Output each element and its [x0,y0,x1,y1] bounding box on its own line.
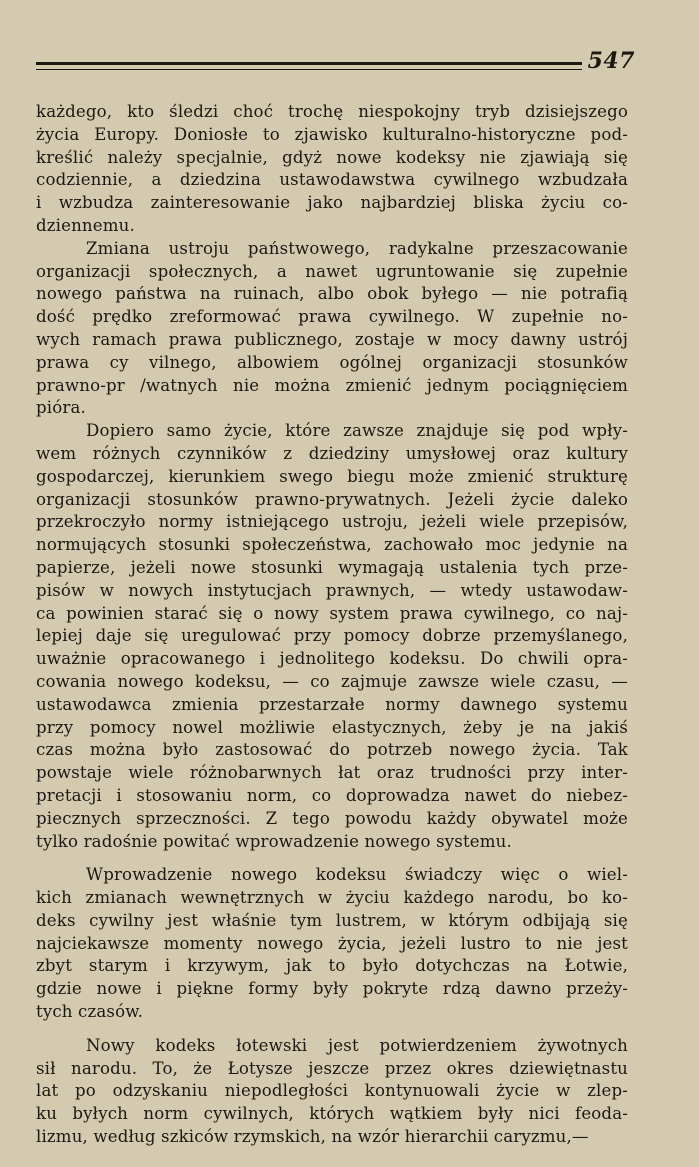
paragraph [36,864,628,1024]
text-line: pretacji i stosowaniu norm, co doprowadza nawet do niebez- [36,785,628,805]
text-line: gdzie nowe i piękne formy były pokryte rdzą dawno przeży- [36,979,628,999]
text-line: wem różnych czynników z dziedziny umysłowej oraz kultury [36,443,628,463]
text-line: lat po odzyskaniu niepodległości kontynuowali życie w zlep- [36,1081,628,1101]
text-line: papierze, jeżeli nowe stosunki wymagają ustalenia tych prze- [36,557,628,577]
text-line: deks cywilny jest właśnie tym lustrem, w którym odbijają się [36,910,628,930]
text-line: gospodarczej, kierunkiem swego biegu może zmienić strukturę [36,466,628,486]
page-number: 547 [587,48,635,74]
text-line: codziennie, a dziedzina ustawodawstwa cywilnego wzbudzała [36,170,628,190]
paragraph [36,1035,628,1149]
text-line: organizacji społecznych, a nawet ugruntowanie się zupełnie [36,261,628,281]
text-line: dość prędko zreformować prawa cywilnego. W zupełnie no- [36,307,628,327]
text-line: lepiej daje się uregulować przy pomocy dobrze przemyślanego, [36,626,628,646]
paragraph [36,238,628,420]
text-line: tylko radośnie powitać wprowadzenie nowego systemu. [36,831,512,851]
text-line: Wprowadzenie nowego kodeksu świadczy więc o wiel- [86,865,628,885]
text-line: organizacji stosunków prawno-prywatnych. Jeżeli życie daleko [36,489,628,509]
text-line: normujących stosunki społeczeństwa, zachowało moc jedynie na [36,535,628,555]
text-line: czas można było zastosować do potrzeb nowego życia. Tak [36,740,628,760]
text-line: życia Europy. Doniosłe to zjawisko kulturalno-historyczne pod- [36,124,628,144]
text-line: dziennemu. [36,215,135,235]
text-line: nowego państwa na ruinach, albo obok byłego — nie potrafią [36,284,628,304]
text-line: kich zmianach wewnętrznych w życiu każdego narodu, bo ko- [36,888,628,908]
text-line: ku byłych norm cywilnych, których wątkiem były nici feoda- [36,1104,628,1124]
text-line: powstaje wiele różnobarwnych łat oraz trudności przy inter- [36,763,628,783]
body-text [36,101,628,1149]
paragraph [36,420,628,853]
header-rule-thin [36,69,582,70]
text-line: piecznych sprzeczności. Z tego powodu każdy obywatel może [36,808,628,828]
text-line: kreślić należy specjalnie, gdyż nowe kodeksy nie zjawiają się [36,147,628,167]
text-line: zbyt starym i krzywym, jak to było dotychczas na Łotwie, [36,956,628,976]
text-line: ca powinien starać się o nowy system prawa cywilnego, co naj- [36,603,628,623]
text-line: Nowy kodeks łotewski jest potwierdzeniem żywotnych [86,1035,628,1055]
text-line: pisów w nowych instytucjach prawnych, — wtedy ustawodaw- [36,580,628,600]
text-line: lizmu, według szkiców rzymskich, na wzór hierarchii caryzmu,— [36,1127,589,1147]
text-line: prawa cy vilnego, albowiem ogólnej organizacji stosunków [36,352,628,372]
text-line: tych czasów. [36,1002,144,1022]
text-line: sił narodu. To, że Łotysze jeszcze przez okres dziewiętnastu [36,1058,628,1078]
text-line: i wzbudza zainteresowanie jako najbardziej bliska życiu co- [36,193,628,213]
text-line: przy pomocy nowel możliwie elastycznych, żeby je na jakiś [36,717,628,737]
text-line: przekroczyło normy istniejącego ustroju, jeżeli wiele przepisów, [36,512,628,532]
text-line: cowania nowego kodeksu, — co zajmuje zawsze wiele czasu, — [36,671,628,691]
text-line: ustawodawca zmienia przestarzałe normy dawnego systemu [36,694,628,714]
text-line: Dopiero samo życie, które zawsze znajduje się pod wpły- [86,421,628,441]
text-line: pióra. [36,398,86,418]
text-line: Zmiana ustroju państwowego, radykalne przeszacowanie [86,238,628,258]
paragraph [36,101,628,238]
text-line: najciekawsze momenty nowego życia, jeżeli lustro to nie jest [36,933,628,953]
text-line: wych ramach prawa publicznego, zostaje w mocy dawny ustrój [36,329,628,349]
header-rule-thick [36,62,582,65]
text-line: prawno-pr /watnych nie można zmienić jednym pociągnięciem [36,375,628,395]
text-line: każdego, kto śledzi choć trochę niespokojny tryb dzisiejszego [36,102,628,121]
text-line: uważnie opracowanego i jednolitego kodeksu. Do chwili opra- [36,649,628,669]
